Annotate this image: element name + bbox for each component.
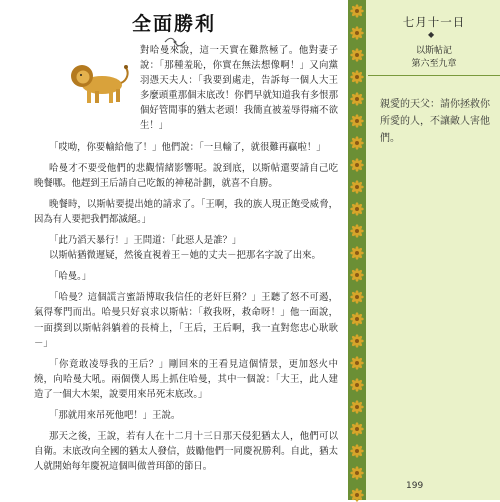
story-paragraph: 對哈曼來說，這一天實在難熬極了。他對妻子說：「那種羞恥，你實在無法想像啊！」又向黨羽憑天夫人：「我要到處走，告訴每一個人大王多麼頭重那個末底改！你們早就知道我有多恨那個好管閒事的猶太老頭！我簡直被羞辱得痛不欲生！」 <box>140 45 338 132</box>
story-paragraph: 「你竟敢凌辱我的王后？」剛回來的王看見這個情景，更加怒火中燒，向哈曼大吼。兩個僕人馬上抓住哈曼，其中一個說：「大王，此人建造了一個大木架，說要用來吊死末底改。」 <box>34 358 338 400</box>
rosette-icon <box>350 136 364 150</box>
rosette-icon <box>350 466 364 480</box>
story-paragraph: 哈曼才不要受他們的悲觀情緒影響呢。說到底，以斯帖還要請自己吃晚餐哪。他趕到王后請自己吃飯的神秘計劃，就喜不自勝。 <box>34 162 338 189</box>
rosette-icon <box>350 224 364 238</box>
reference-chapters: 第六至九章 <box>411 59 457 69</box>
rosette-icon <box>350 444 364 458</box>
story-paragraph: 「此乃滔天暴行！」王問道：「此惡人是誰？」 <box>49 235 242 247</box>
diamond-icon: ◆ <box>428 30 435 39</box>
rosette-icon <box>350 246 364 260</box>
page-number: 199 <box>406 481 424 491</box>
rosette-icon <box>350 268 364 282</box>
story-body <box>34 43 338 474</box>
rosette-icon <box>350 4 364 18</box>
rosette-icon <box>350 26 364 40</box>
decorative-border <box>348 0 366 500</box>
rosette-icon <box>350 356 364 370</box>
reading-date: 七月十一日 <box>402 15 466 29</box>
story-paragraph: 「哈曼？這個謊言蜜語博取我信任的老奸巨猾？」王聽了怒不可遏，氣得奪門而出。哈曼只好哀求以斯帖：「救我呀，救命呀！」他一面說，一面撲到以斯帖斜躺着的長椅上，「王后，王后啊，我一直對您忠心耿耿－」 <box>34 292 338 349</box>
prayer-text: 親愛的天父：請你拯救你所愛的人，不讓敵人害他們。 <box>380 99 490 144</box>
story-paragraph: 那天之後，王說，若有人在十二月十三日那天侵犯猶太人，他們可以自衛。末底改向全國的猶太人發信，鼓勵他們一同慶祝勝利。自此，猶太人就開始每年慶祝這個叫做普珥節的節日。 <box>34 431 338 473</box>
reference-book: 以斯帖記 <box>415 46 452 56</box>
rosette-icon <box>350 290 364 304</box>
story-paragraph: 「哎呦，你要輸給他了！」他們說：「一旦輸了，就很難再贏啦！」 <box>49 141 326 153</box>
rosette-icon <box>350 114 364 128</box>
scripture-reference <box>368 45 500 71</box>
rosette-icon <box>350 400 364 414</box>
sidebar-content <box>368 0 500 500</box>
page-title: 全面勝利 <box>131 13 216 35</box>
rosette-icon <box>350 422 364 436</box>
story-paragraph: 晚餐時，以斯帖要提出她的請求了。「王啊，我的族人現正飽受威脅，因為有人要把我們都滅絕。」 <box>34 198 338 225</box>
story-paragraph: 「那就用來吊死他吧！」王說。 <box>49 409 181 421</box>
rosette-icon <box>350 378 364 392</box>
story-paragraph: 「哈曼。」 <box>49 271 92 283</box>
rosette-icon <box>350 48 364 62</box>
rosette-icon <box>350 70 364 84</box>
rosette-icon <box>350 92 364 106</box>
rosette-icon <box>350 312 364 326</box>
rosette-icon <box>350 334 364 348</box>
rosette-icon <box>350 180 364 194</box>
rosette-icon <box>350 158 364 172</box>
rosette-icon <box>350 202 364 216</box>
sidebar-divider <box>368 75 500 76</box>
story-paragraph: 以斯帖猶微遲疑，然後直視着王－她的丈夫－把那名字說了出來。 <box>49 250 321 262</box>
